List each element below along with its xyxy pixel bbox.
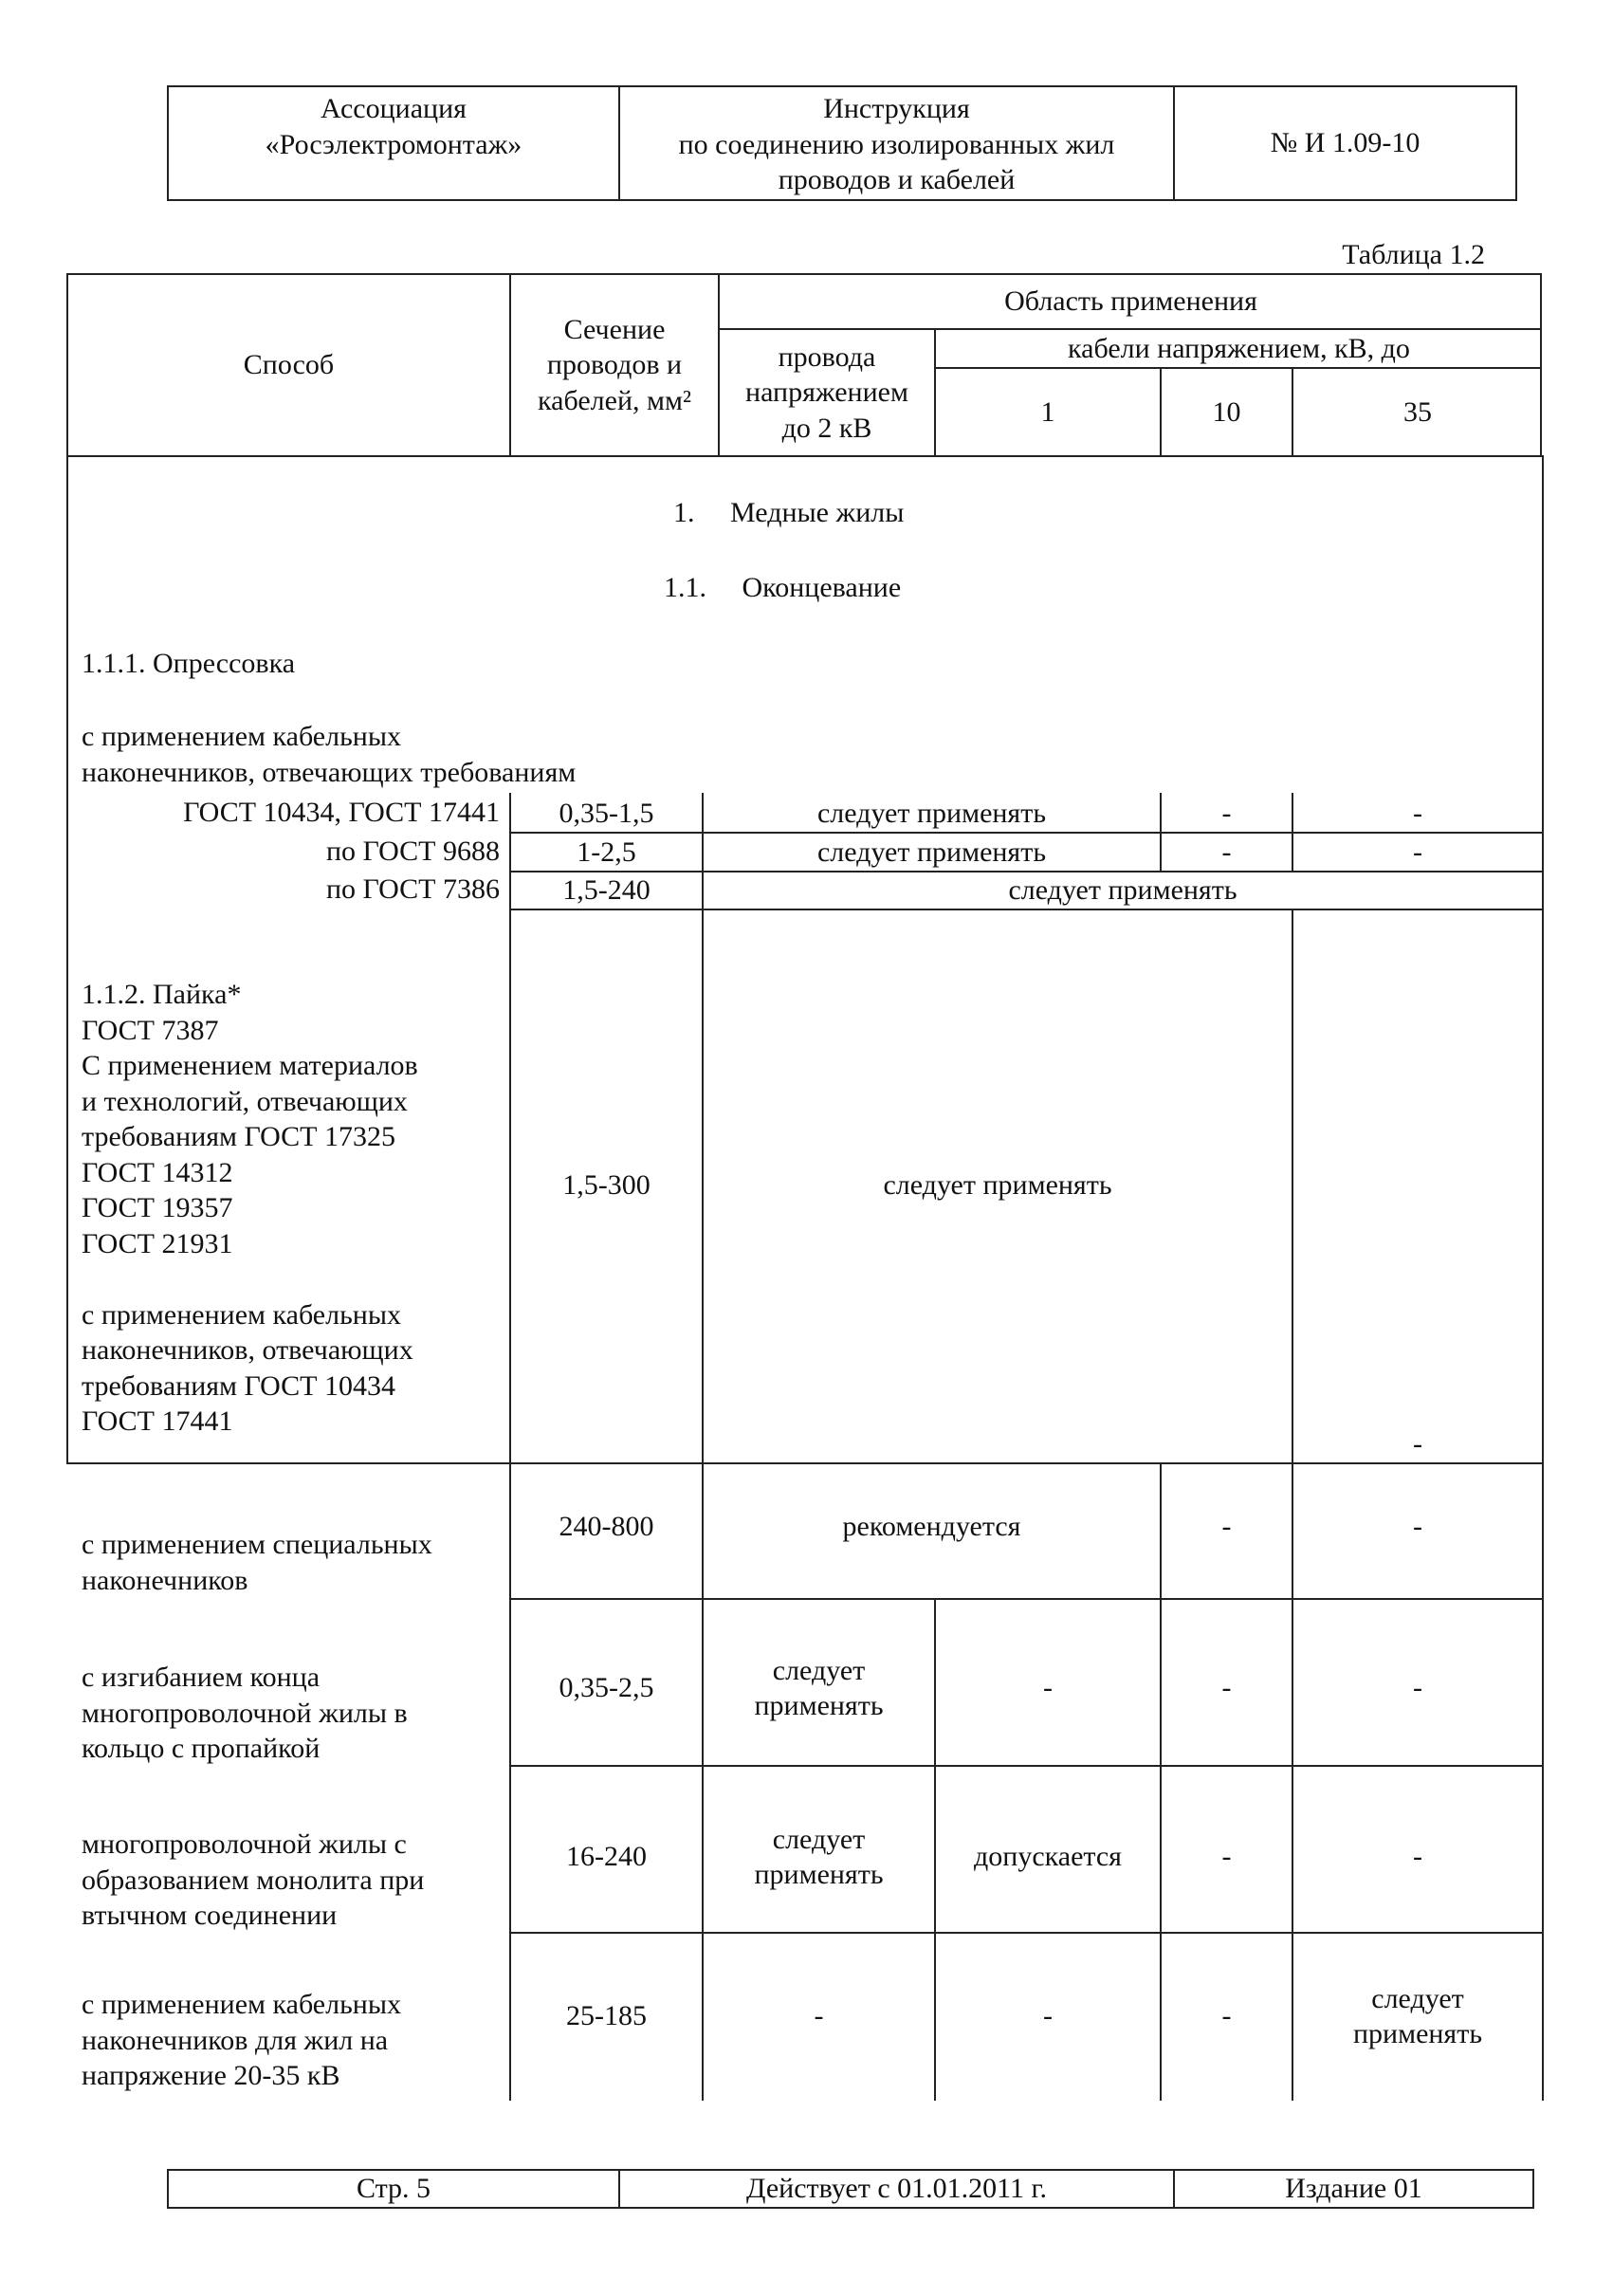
solder-section: 1,5-300: [562, 1169, 651, 1202]
row-kv35: -: [1413, 1841, 1422, 1873]
row-value: следует применять: [816, 836, 1047, 868]
col-method: Способ: [243, 349, 335, 381]
table-right-border: [1542, 455, 1544, 1462]
row-value: рекомендуется: [842, 1511, 1021, 1543]
row-kv1: -: [1043, 2000, 1053, 2032]
row-section: 25-185: [566, 2000, 647, 2032]
row-label: по ГОСТ 9688: [325, 836, 500, 867]
row-wires: следует применять: [754, 1823, 884, 1890]
row-divider: [509, 909, 1542, 910]
row-divider: [66, 1462, 1544, 1464]
row-kv10: -: [1221, 836, 1232, 868]
col-kv10: 10: [1212, 395, 1241, 428]
row-value: следует применять: [816, 797, 1047, 829]
row-kv10: -: [1221, 1841, 1232, 1873]
row-section: 240-800: [559, 1511, 654, 1543]
row-section: 0,35-1,5: [559, 797, 654, 829]
header-number: № И 1.09-10: [1270, 127, 1421, 159]
row-section: 1-2,5: [577, 836, 636, 868]
section-copper: 1. Медные жилы: [673, 497, 905, 528]
solder-value: следует применять: [883, 1169, 1112, 1202]
row-kv10: -: [1221, 797, 1232, 829]
row-kv35: -: [1413, 1511, 1422, 1543]
row-kv10: -: [1221, 1511, 1232, 1543]
row-wires: -: [814, 2000, 824, 2032]
row-divider: [509, 1598, 1544, 1600]
solder-label: 1.1.2. Пайка* ГОСТ 7387 С применением материалов и технологий, отвечающих требованиям ГОСТ 17325 ГОСТ 14312 ГОСТ 19357 ГОСТ 21931 с применением кабельных наконечников, отвечающих требованиям ГОСТ 10434 ГОСТ 17441: [82, 979, 418, 1437]
crimping-description: с применением кабельных наконечников, отвечающих требованиям: [82, 721, 577, 788]
col-area: Область применения: [1004, 285, 1257, 318]
row-section: 1,5-240: [562, 873, 651, 906]
row-kv35: -: [1413, 836, 1422, 868]
section-termination: 1.1. Оконцевание: [664, 572, 902, 603]
col-wires: провода напряжением до 2 кВ: [745, 340, 908, 444]
table-left-border: [66, 455, 68, 1462]
row-value: следует применять: [1008, 873, 1237, 906]
row-kv1: -: [1043, 1672, 1053, 1704]
col-kv1: 1: [1040, 395, 1055, 428]
row-label: ГОСТ 10434, ГОСТ 17441: [183, 797, 500, 828]
row-label: с применением кабельных наконечников для жил на напряжение 20-35 кВ: [82, 1989, 401, 2091]
row-kv10: -: [1221, 2000, 1232, 2032]
row-wires: следует применять: [754, 1654, 884, 1721]
table-label: Таблица 1.2: [1342, 239, 1485, 270]
row-kv35: следует применять: [1352, 1982, 1483, 2049]
footer-valid-from: Действует с 01.01.2011 г.: [746, 2173, 1047, 2205]
solder-kv35: -: [1413, 1428, 1422, 1460]
col-cables: кабели напряжением, кВ, до: [1068, 332, 1410, 364]
row-divider: [509, 1765, 1544, 1767]
row-kv35: -: [1413, 1672, 1422, 1704]
row-label: по ГОСТ 7386: [325, 873, 500, 905]
row-label: с изгибанием конца многопроволочной жилы в кольцо с пропайкой: [82, 1662, 408, 1764]
row-section: 0,35-2,5: [559, 1672, 654, 1704]
header-title: Инструкция по соединению изолированных жил проводов и кабелей: [678, 93, 1115, 195]
footer-page: Стр. 5: [356, 2173, 431, 2205]
footer-edition: Издание 01: [1285, 2173, 1422, 2205]
col-kv35: 35: [1403, 395, 1432, 428]
row-label: многопроволочной жилы с образованием монолита при втычном соединении: [82, 1828, 425, 1931]
row-kv35: -: [1413, 797, 1422, 829]
section-crimping: 1.1.1. Опрессовка: [82, 648, 296, 679]
row-label: с применением специальных наконечников: [82, 1529, 432, 1596]
col-section: Сечение проводов и кабелей, мм²: [538, 313, 691, 416]
table-right-border: [1542, 1462, 1544, 2101]
header-org: Ассоциация «Росэлектромонтаж»: [265, 93, 522, 160]
col-divider: [1292, 909, 1293, 1462]
row-kv10: -: [1221, 1672, 1232, 1704]
row-divider: [509, 1932, 1544, 1934]
row-section: 16-240: [566, 1841, 647, 1873]
row-kv1: допускается: [974, 1841, 1122, 1873]
